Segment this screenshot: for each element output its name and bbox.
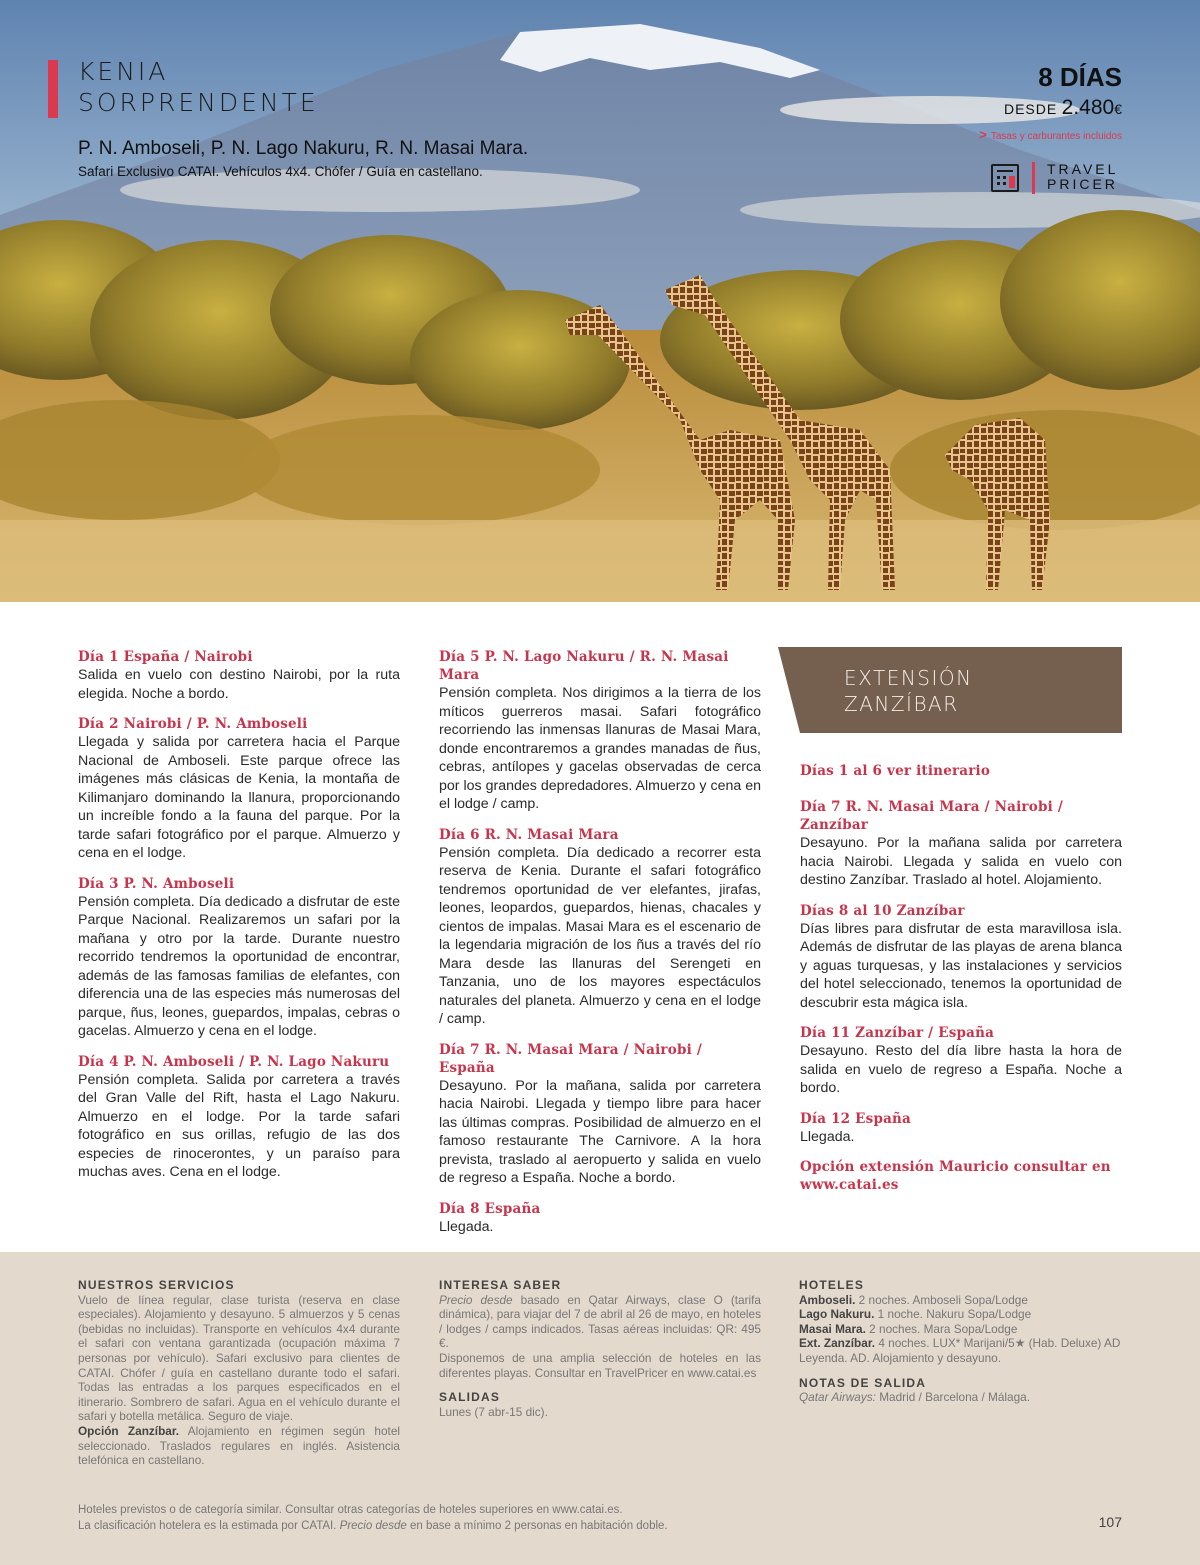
hotel-label: Amboseli.: [799, 1292, 856, 1307]
hotel-label: Ext. Zanzíbar.: [799, 1336, 876, 1351]
route-text: P. N. Amboseli, P. N. Lago Nakuru, R. N. Masai Mara.: [78, 138, 529, 159]
day-text: Desayuno. Por la mañana salida por carretera hacia Nairobi. Llegada y salida en vuelo con destino Zanzíbar. Traslado al hotel. Alojamiento.: [800, 835, 1122, 888]
subtitle-text: Safari Exclusivo CATAI. Vehículos 4x4. Chófer / Guía en castellano.: [78, 164, 483, 179]
footer-info: [0, 1252, 1200, 1565]
hotels-column: [799, 1278, 1121, 1405]
day-title: Día 8 España: [439, 1200, 541, 1217]
hotel-row: [799, 1322, 1121, 1337]
hotel-text: 2 noches. Mara Sopa/Lodge: [865, 1321, 1018, 1336]
page-number: 107: [1098, 1514, 1122, 1530]
day-title: Días 1 al 6 ver itinerario: [800, 763, 991, 779]
day-text: Salida en vuelo con destino Nairobi, por la ruta elegida. Noche a bordo.: [78, 667, 400, 702]
info-text-1: [439, 1293, 761, 1351]
day-title: Día 12 España: [800, 1110, 912, 1127]
day-text: Pensión completa. Nos dirigimos a la tierra de los míticos guerreros masai. Safari fotográfico recorriendo las inmensas llanuras de Masai Mara, donde encontraremos a grandes manadas de ñus, cebras, antílopes y gacelas observadas de cerca por los grandes depredadores. Almuerzo y cena en el lodge / camp.: [439, 685, 761, 812]
mauritius-option-link[interactable]: Opción extensión Mauricio consultar en www.catai.es: [800, 1159, 1111, 1193]
calculator-icon: [991, 164, 1019, 192]
itinerary-day: [78, 875, 400, 1041]
services-text: Vuelo de línea regular, clase turista (reserva en clase especiales). Alojamiento y desayuno. 5 almuerzos y 5 cenas (bebidas no incluidas). Transporte en vehículos 4x4 durante el safari con ventana garantizada (ocupación máxima 7 personas por vehículo). Safari exclusivo para clientes de CATAI. Chófer / guía en castellano durante todo el safari. Todas las entradas a los parques especificados en el itinerario. Sombrero de safari. Agua en el vehículo durante el safari y botella metálica. Seguro de viaje.: [78, 1292, 400, 1424]
extension-column: [800, 762, 1122, 1206]
itinerary-day: [439, 826, 761, 1029]
info-column: [439, 1278, 761, 1419]
hotels-legend: Leyenda. AD. Alojamiento y desayuno.: [799, 1350, 1001, 1365]
page-title: [78, 56, 319, 118]
exit-notes-text: [799, 1390, 1121, 1405]
hotels-title: HOTELES: [799, 1278, 865, 1292]
duration-days: 8 DÍAS: [1038, 62, 1122, 92]
price-value: 2.480: [1061, 96, 1115, 119]
chevron-right-icon: >: [979, 127, 987, 142]
day-title: Día 1 España / Nairobi: [78, 649, 253, 665]
extension-banner: [800, 647, 1122, 733]
extension-day: [800, 798, 1122, 890]
services-title: NUESTROS SERVICIOS: [78, 1278, 235, 1292]
departures-title: SALIDAS: [439, 1390, 501, 1405]
day-text: Llegada y salida por carretera hacia el Parque Nacional de Amboseli. Este parque ofrece las imágenes más clásicas de Kenia, la montaña de Kilimanjaro dominando la llanura, proporcionando un increíble fondo a la fauna del parque. Por la tarde safari fotográfico por el parque. Almuerzo y cena en el lodge.: [78, 734, 400, 861]
day-text: Pensión completa. Día dedicado a disfrutar de este Parque Nacional. Realizaremos un safari por la mañana y otro por la tarde. Durante nuestro recorrido tendremos la oportunidad de encontrar, además de las famosas familias de elefantes, con diferencia una de las especies más numerosas del parque, ñus, leones, guepardos, impalas, cebras o gacelas. Almuerzo y cena en el lodge.: [78, 893, 400, 1039]
extension-mauritius-option[interactable]: [800, 1158, 1122, 1194]
footer-note-2a: La clasificación hotelera es la estimada por CATAI.: [78, 1520, 340, 1532]
extension-title-line-2: ZANZÍBAR: [844, 692, 959, 716]
itinerary-column-2: [439, 648, 761, 1248]
itinerary-day: [439, 1041, 761, 1188]
day-text: Días libres para disfrutar de esta maravillosa isla. Además de disfrutar de las playas de arena blanca y aguas turquesas, y las instalaciones y servicios del hotel seleccionado, tenemos la oportunidad de descubrir esta mágica isla.: [800, 920, 1122, 1011]
day-text: Desayuno. Resto del día libre hasta la hora de salida en vuelo de regreso a España. Noche a bordo.: [800, 1043, 1122, 1096]
title-accent-bar: [48, 60, 58, 118]
extension-title: [844, 665, 973, 717]
day-text: Llegada.: [800, 1128, 855, 1145]
day-text: Llegada.: [439, 1218, 494, 1235]
taxes-note: [979, 127, 1122, 142]
exit-notes-title: NOTAS DE SALIDA: [799, 1375, 927, 1390]
price-row: [1004, 96, 1122, 120]
info-title: INTERESA SABER: [439, 1278, 562, 1292]
day-title: Día 11 Zanzíbar / España: [800, 1025, 995, 1041]
title-line-1: KENIA: [78, 57, 169, 86]
extension-day: [800, 902, 1122, 1013]
day-title: Día 2 Nairobi / P. N. Amboseli: [78, 716, 308, 732]
footer-note-2: [78, 1518, 668, 1534]
taxes-note-text: Tasas y carburantes incluidos: [990, 131, 1122, 142]
hotel-text: 4 noches. LUX* Marijani/5★ (Hab. Deluxe) AD: [875, 1336, 1121, 1351]
travel-pricer-line-1: TRAVEL: [1047, 161, 1119, 177]
extension-title-line-1: EXTENSIÓN: [844, 666, 973, 690]
itinerary-day: [439, 648, 761, 814]
footer-note-2b: en base a mínimo 2 personas en habitación doble.: [406, 1520, 668, 1532]
hotel-label: Masai Mara.: [799, 1321, 866, 1336]
exit-cities: Madrid / Barcelona / Málaga.: [875, 1390, 1031, 1405]
hotel-text: 1 noche. Nakuru Sopa/Lodge: [874, 1307, 1032, 1322]
itinerary-day: [439, 1200, 761, 1237]
itinerary-day: [78, 648, 400, 703]
itinerary-day: [78, 715, 400, 863]
itinerary-day: [78, 1053, 400, 1182]
day-title: Día 6 R. N. Masai Mara: [439, 826, 619, 843]
hotel-row: [799, 1336, 1121, 1351]
travel-pricer-accent-bar: [1032, 162, 1035, 194]
hotel-label: Lago Nakuru.: [799, 1307, 875, 1322]
day-title: Día 7 R. N. Masai Mara / Nairobi / Zanzíbar: [800, 799, 1063, 833]
price-from-em: Precio desde: [439, 1292, 513, 1307]
zanzibar-option-text: Alojamiento en régimen según hotel seleccionado. Traslados regulares en inglés. Asistencia telefónica en castellano.: [78, 1423, 400, 1468]
day-title: Día 4 P. N. Amboseli / P. N. Lago Nakuru: [78, 1053, 390, 1070]
hero-photo: [0, 0, 1200, 602]
extension-day: [800, 1024, 1122, 1098]
price-label: DESDE: [1003, 101, 1058, 117]
hotel-row: [799, 1293, 1121, 1308]
info-text-2: Disponemos de una amplia selección de hoteles en las diferentes playas. Consultar en TravelPricer en www.catai.es: [439, 1350, 761, 1380]
day-title: Día 7 R. N. Masai Mara / Nairobi / España: [439, 1041, 702, 1076]
day-text: Pensión completa. Salida por carretera a través del Gran Valle del Rift, hasta el Lago Nakuru. Almuerzo en el lodge. Por la tarde safari fotográfico en sus orillas, refugio de las dos especies de rinocerontes, y un paraíso para muchas aves. Cena en el lodge.: [78, 1071, 400, 1180]
airline-em: Qatar Airways:: [799, 1390, 876, 1405]
footer-note-1: Hoteles previstos o de categoría similar. Consultar otras categorías de hoteles superiores en www.catai.es.: [78, 1504, 623, 1516]
itinerary-column-1: [78, 648, 400, 1194]
zanzibar-option-label: Opción Zanzíbar.: [78, 1423, 180, 1438]
day-title: Día 3 P. N. Amboseli: [78, 875, 235, 892]
day-title: Día 5 P. N. Lago Nakuru / R. N. Masai Mara: [439, 649, 729, 683]
extension-day: [800, 762, 1122, 780]
info-text-1-body: basado en Qatar Airways, clase O (tarifa dinámica), para viajar del 7 de abril al 26 de mayo, en hoteles / lodges / camps indicados. Tasas aéreas incluidas: QR: 495 €.: [439, 1292, 761, 1351]
price-currency: €: [1114, 101, 1122, 117]
travel-pricer-line-2: PRICER: [1047, 176, 1118, 192]
day-text: Pensión completa. Día dedicado a recorrer esta reserva de Kenia. Durante el safari fotográfico tendremos oportunidad de ver elefantes, jirafas, leones, leopardos, guepardos, hienas, chacales y cientos de impalas. Masai Mara es el escenario de la legendaria migración de los ñus a través del río Mara desde las llanuras del Serengeti en Tanzania, uno de los mayores espectáculos naturales del planeta. Almuerzo y cena en el lodge / camp.: [439, 844, 761, 1027]
day-text: Desayuno. Por la mañana, salida por carretera hacia Nairobi. Llegada y tiempo libre para hacer las últimas compras. Posibilidad de almuerzo en el famoso restaurante The Carnivore. A la hora prevista, traslado al aeropuerto y salida en vuelo de regreso a España. Noche a bordo.: [439, 1077, 761, 1186]
departures-text: Lunes (7 abr-15 dic).: [439, 1404, 548, 1419]
title-line-2: SORPRENDENTE: [78, 88, 319, 117]
extension-day: [800, 1110, 1122, 1147]
hotel-row: [799, 1307, 1121, 1322]
services-column: [78, 1278, 400, 1468]
travel-pricer-text: [1047, 162, 1118, 192]
zanzibar-option: [78, 1424, 400, 1468]
travel-pricer-logo[interactable]: [991, 162, 1121, 196]
footer-note-2-em: Precio desde: [339, 1520, 407, 1532]
footer-notes: [78, 1502, 668, 1534]
hotel-text: 2 noches. Amboseli Sopa/Lodge: [855, 1292, 1028, 1307]
day-title: Días 8 al 10 Zanzíbar: [800, 902, 965, 919]
